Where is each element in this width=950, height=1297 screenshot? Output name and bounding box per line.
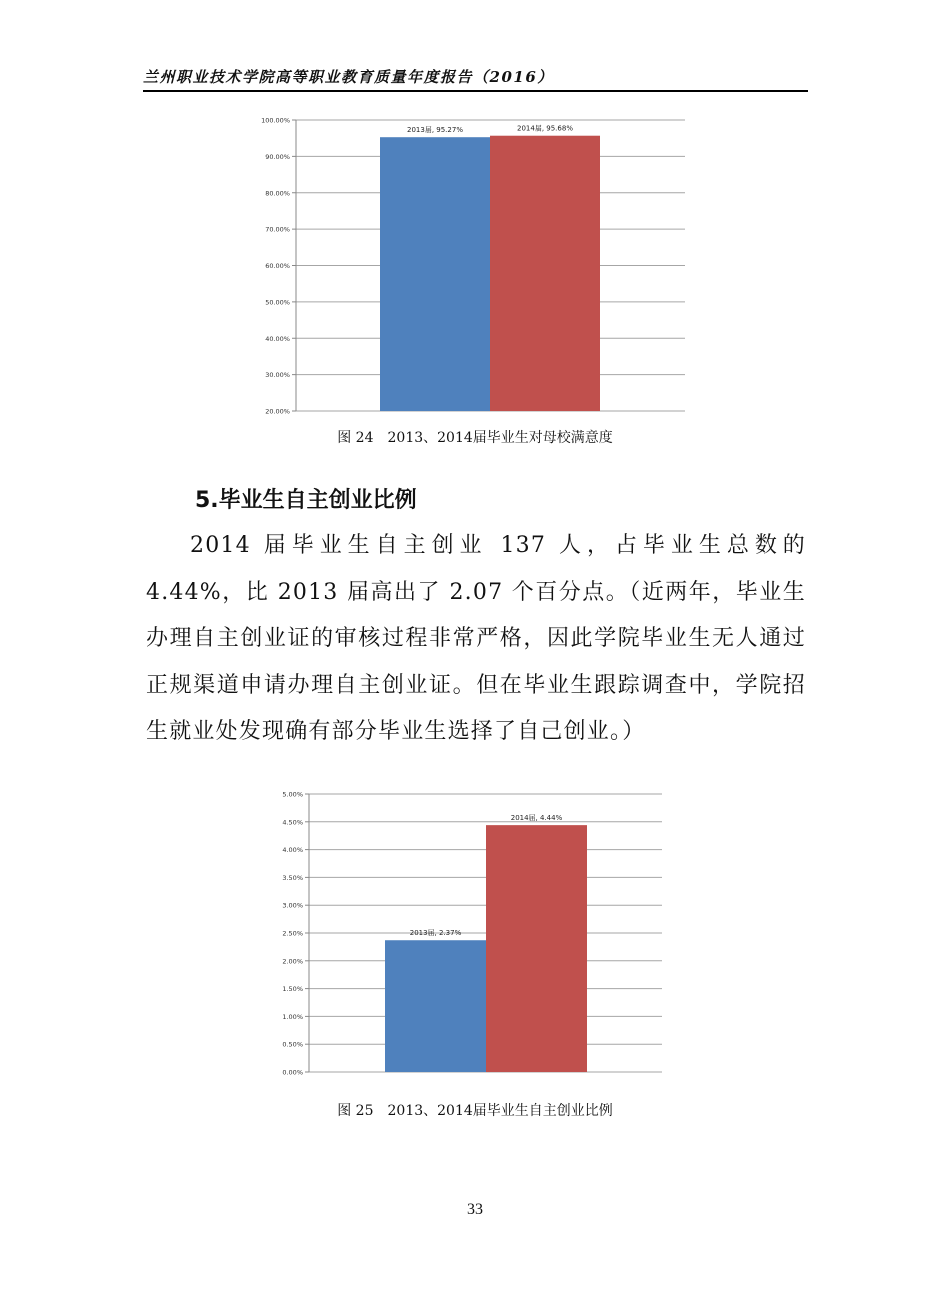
section-heading: 5.毕业生自主创业比例 [195, 488, 417, 513]
y-tick-label: 20.00% [265, 407, 290, 416]
data-label: 2014届, 4.44% [510, 814, 563, 823]
y-tick-label: 90.00% [265, 152, 290, 161]
bar-2013届 [385, 940, 486, 1072]
satisfaction-bar-chart [255, 110, 695, 415]
data-label: 2014届, 95.68% [517, 124, 573, 133]
figure-24-caption: 图 24 2013、2014届毕业生对母校满意度 [337, 430, 613, 446]
y-tick-label: 3.50% [282, 873, 303, 882]
y-tick-label: 1.00% [282, 1012, 303, 1021]
y-tick-label: 1.50% [282, 985, 303, 994]
header-title: 兰州职业技术学院高等职业教育质量年度报告（2016） [143, 68, 554, 86]
y-tick-label: 0.00% [282, 1068, 303, 1077]
y-tick-label: 3.00% [282, 901, 303, 910]
page-number: 33 [467, 1201, 483, 1218]
y-tick-label: 4.00% [282, 846, 303, 855]
y-tick-label: 5.00% [282, 790, 303, 799]
y-tick-label: 2.50% [282, 929, 303, 938]
data-label: 2013届, 2.37% [409, 929, 462, 938]
bar-2014届 [486, 825, 587, 1072]
section-paragraph: 2014 届毕业生自主创业 137 人，占毕业生总数的 4.44%，比 2013 届高出了 2.07 个百分点。（近两年，毕业生办理自主创业证的审核过程非常严格，因此学院毕业生无人通过正规渠道申请办理自主创业证。但在毕业生跟踪调查中，学院招生就业处发现确有部分毕业生选择了自己创业。） [146, 533, 806, 744]
bar-2013届 [380, 137, 490, 411]
chart-svg [275, 785, 675, 1090]
y-tick-label: 30.00% [265, 371, 290, 380]
y-tick-label: 50.00% [265, 298, 290, 307]
figure-25-caption: 图 25 2013、2014届毕业生自主创业比例 [337, 1103, 613, 1119]
y-tick-label: 40.00% [265, 334, 290, 343]
chart-svg [255, 110, 695, 415]
y-tick-label: 100.00% [261, 116, 290, 125]
entrepreneurship-bar-chart [275, 785, 675, 1090]
y-tick-label: 2.00% [282, 957, 303, 966]
y-tick-label: 60.00% [265, 262, 290, 270]
y-tick-label: 0.50% [282, 1040, 303, 1049]
y-tick-label: 80.00% [265, 189, 290, 198]
bar-2014届 [490, 136, 600, 411]
y-tick-label: 4.50% [282, 818, 303, 827]
data-label: 2013届, 95.27% [407, 126, 463, 135]
y-tick-label: 70.00% [265, 225, 290, 234]
page-header [143, 64, 808, 92]
